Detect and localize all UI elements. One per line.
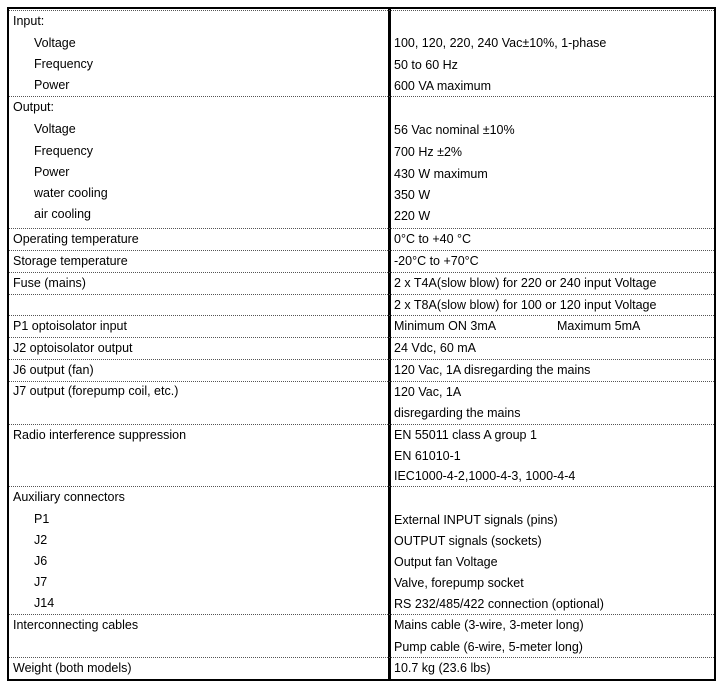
radio-interference-label: Radio interference suppression [13,428,187,442]
row-separator [9,96,714,97]
j7-value-2: disregarding the mains [394,406,521,420]
cables-value-1: Mains cable (3-wire, 3-meter long) [394,618,584,632]
aux-j14-label: J14 [34,596,55,610]
row-separator [9,657,714,658]
aux-j2-value: OUTPUT signals (sockets) [394,534,542,548]
input-power-value: 600 VA maximum [394,79,492,93]
input-frequency-value: 50 to 60 Hz [394,58,458,72]
weight-label: Weight (both models) [13,661,132,675]
p1-value-min: Minimum ON 3mA [394,319,497,333]
aux-p1-value: External INPUT signals (pins) [394,513,558,527]
j6-value: 120 Vac, 1A disregarding the mains [394,363,591,377]
row-separator [9,337,714,338]
p1-label: P1 optoisolator input [13,319,127,333]
interconnecting-cables-label: Interconnecting cables [13,618,139,632]
j2-value: 24 Vdc, 60 mA [394,341,476,355]
aux-p1-label: P1 [34,512,50,526]
aux-j6-label: J6 [34,554,48,568]
row-separator [9,486,714,487]
weight-value: 10.7 kg (23.6 lbs) [394,661,491,675]
row-separator [9,250,714,251]
row-separator [9,424,714,425]
input-voltage-label: Voltage [34,36,76,50]
radio-interference-value-1: EN 55011 class A group 1 [394,428,537,442]
output-air-cooling-value: 220 W [394,209,431,223]
aux-j2-label: J2 [34,533,48,547]
j7-label: J7 output (forepump coil, etc.) [13,384,179,398]
auxiliary-connectors-label: Auxiliary connectors [13,490,125,504]
p1-value-max: Maximum 5mA [557,319,641,333]
row-separator [9,272,714,273]
operating-temperature-label: Operating temperature [13,232,139,246]
output-voltage-label: Voltage [34,122,76,136]
output-power-value: 430 W maximum [394,167,488,181]
fuse-value-2: 2 x T8A(slow blow) for 100 or 120 input Voltage [394,298,657,312]
row-separator [9,10,714,11]
row-separator [9,315,714,316]
aux-j14-value: RS 232/485/422 connection (optional) [394,597,604,611]
row-separator [9,294,714,295]
aux-j6-value: Output fan Voltage [394,555,498,569]
row-separator [9,381,714,382]
aux-j7-value: Valve, forepump socket [394,576,524,590]
input-frequency-label: Frequency [34,57,94,71]
operating-temperature-value: 0°C to +40 °C [394,232,472,246]
section-label-input: Input: [13,14,45,28]
output-voltage-value: 56 Vac nominal ±10% [394,123,515,137]
fuse-label: Fuse (mains) [13,276,86,290]
radio-interference-value-3: IEC1000-4-2,1000-4-3, 1000-4-4 [394,469,576,483]
output-water-cooling-label: water cooling [34,186,108,200]
input-voltage-value: 100, 120, 220, 240 Vac±10%, 1-phase [394,36,607,50]
j7-value-1: 120 Vac, 1A [394,385,462,399]
output-water-cooling-value: 350 W [394,188,431,202]
storage-temperature-value: -20°C to +70°C [394,254,479,268]
spec-table [7,7,716,681]
aux-j7-label: J7 [34,575,48,589]
output-frequency-label: Frequency [34,144,94,158]
j2-label: J2 optoisolator output [13,341,133,355]
fuse-value-1: 2 x T4A(slow blow) for 220 or 240 input Voltage [394,276,657,290]
column-divider [388,9,391,679]
j6-label: J6 output (fan) [13,363,94,377]
output-frequency-value: 700 Hz ±2% [394,145,463,159]
output-air-cooling-label: air cooling [34,207,91,221]
section-label-output: Output: [13,100,54,114]
radio-interference-value-2: EN 61010-1 [394,449,461,463]
row-separator [9,359,714,360]
row-separator [9,614,714,615]
storage-temperature-label: Storage temperature [13,254,128,268]
row-separator [9,228,714,229]
output-power-label: Power [34,165,70,179]
input-power-label: Power [34,78,70,92]
cables-value-2: Pump cable (6-wire, 5-meter long) [394,640,583,654]
